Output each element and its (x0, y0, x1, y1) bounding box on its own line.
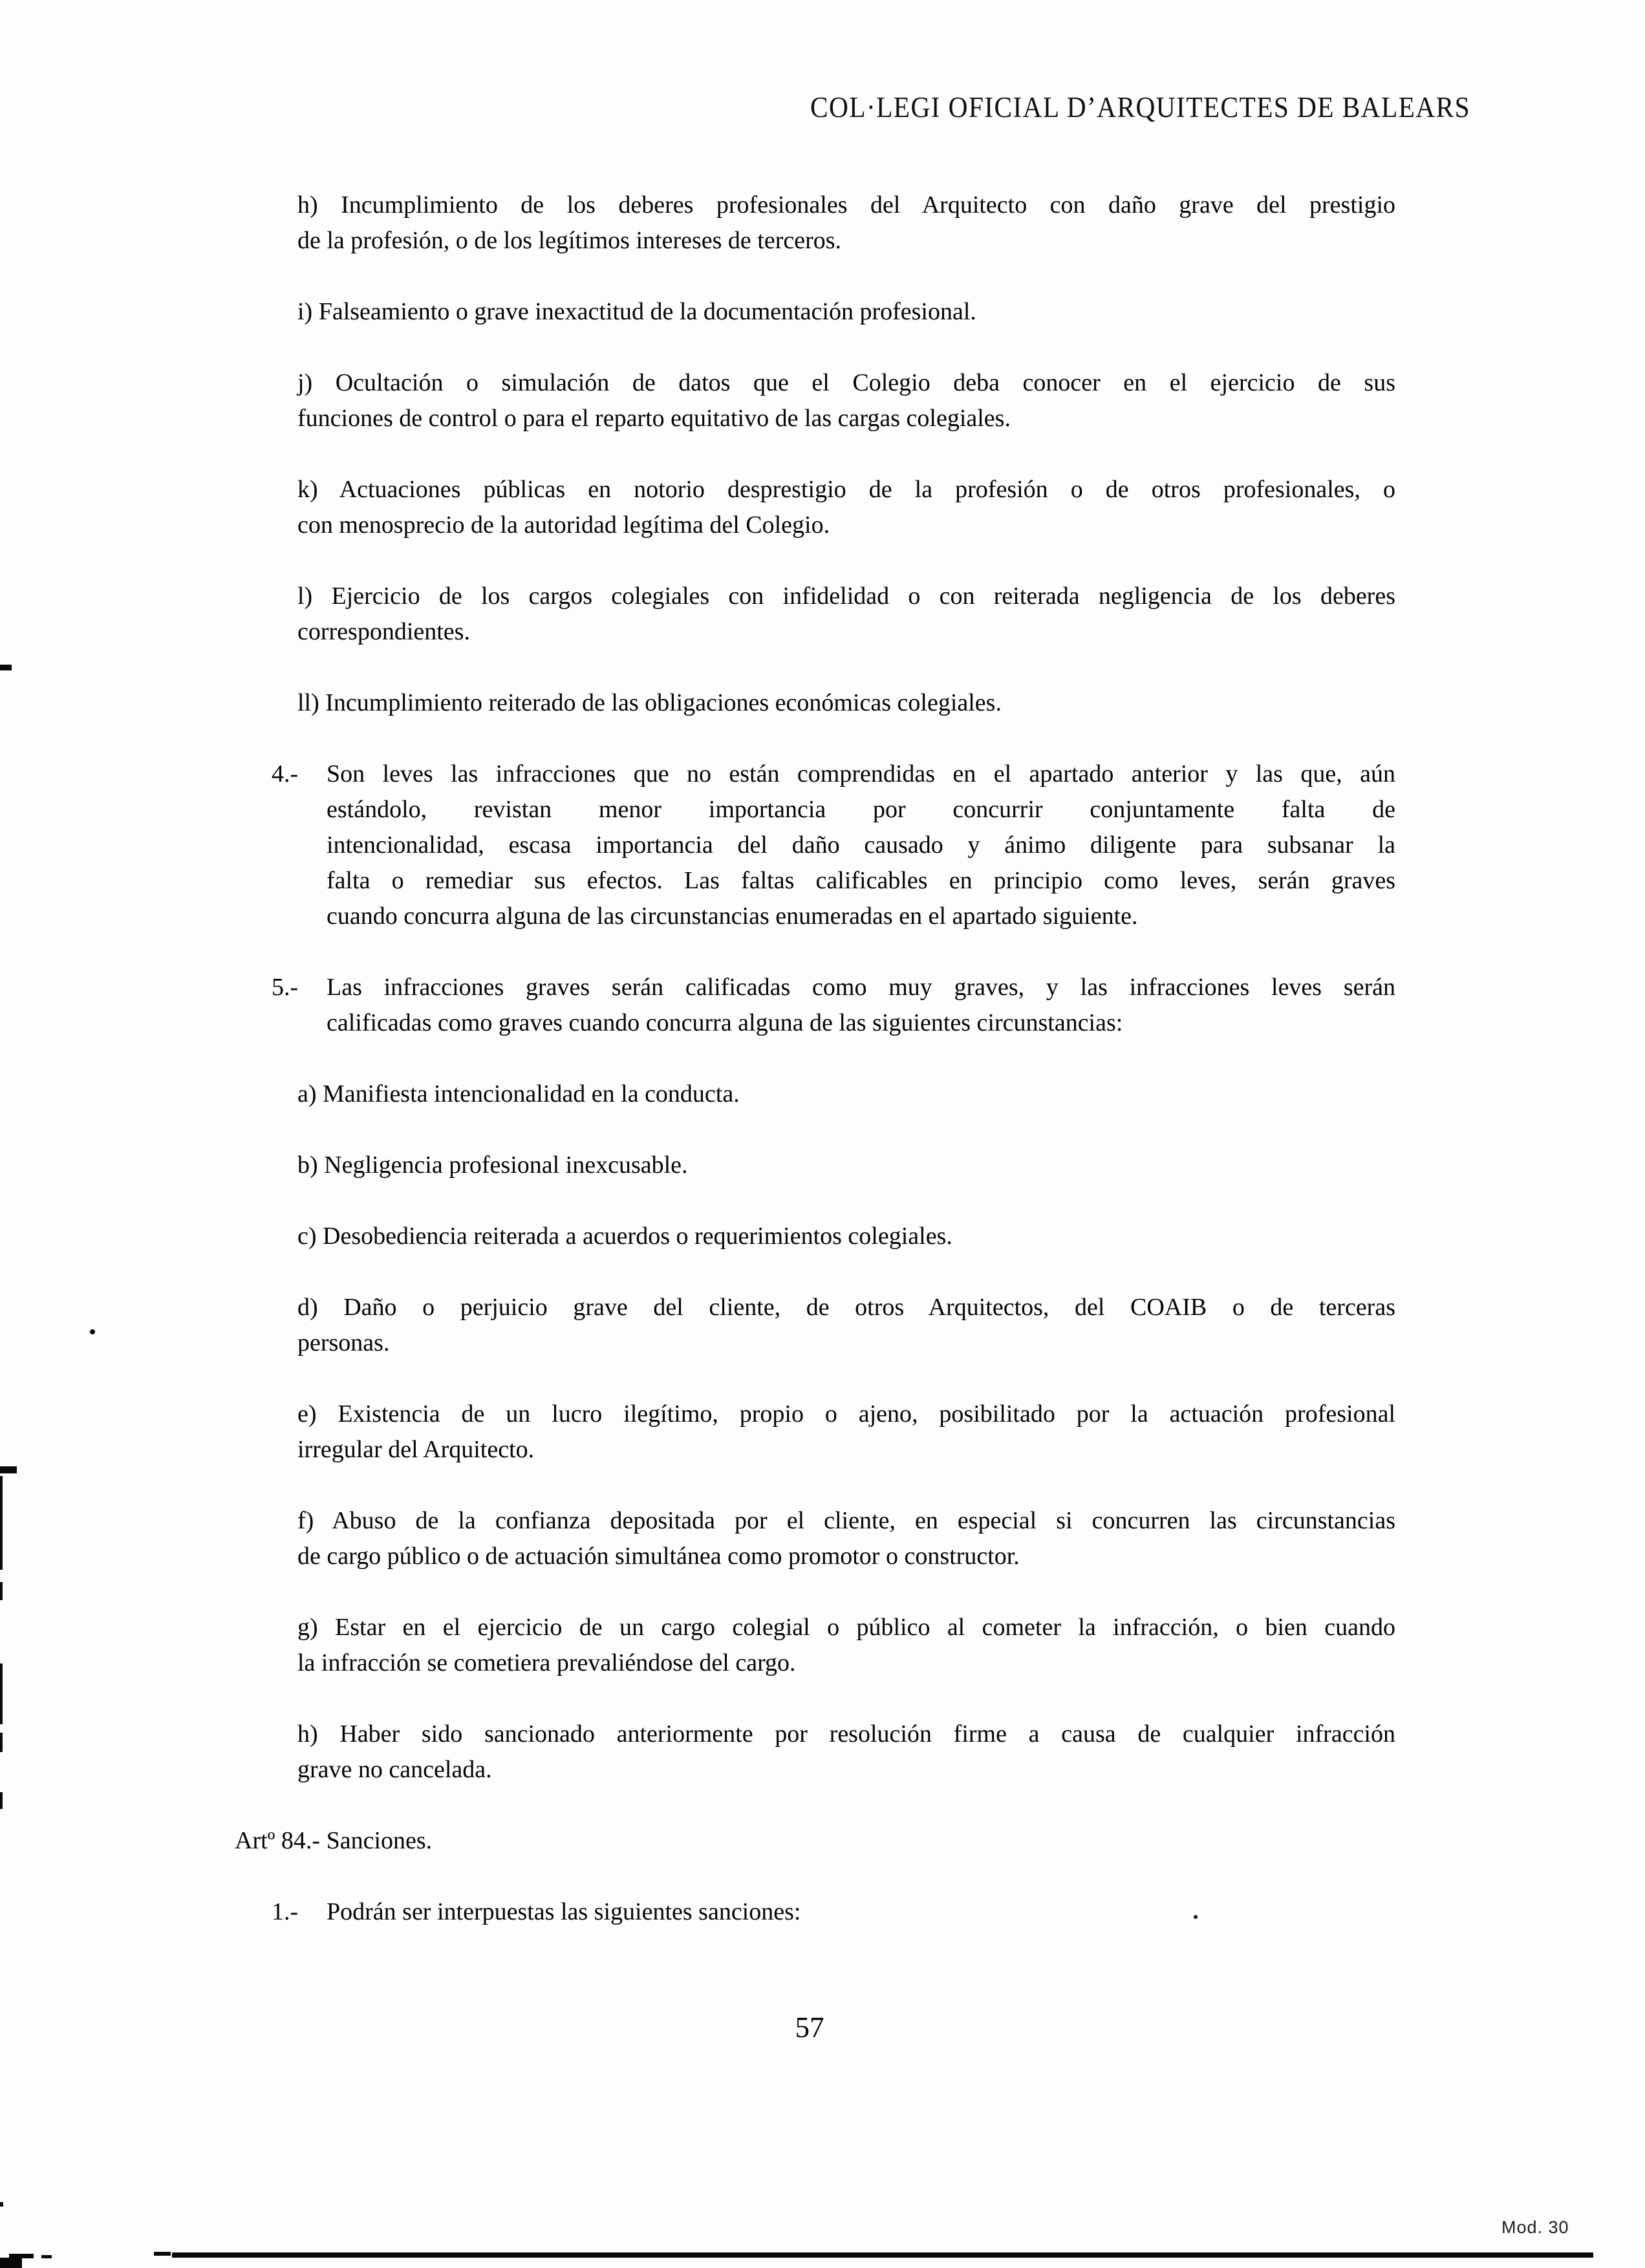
clause-i: i) Falseamiento o grave inexactitud de la documentación profesional. (297, 298, 976, 325)
clause-1: 1.- Podrán ser interpuestas las siguientes sanciones: (272, 1894, 1395, 1930)
scan-artifact-edge-line (0, 1582, 3, 1600)
scan-artifact-edge-line (0, 1792, 3, 1809)
scan-artifact-edge-mark (0, 2202, 3, 2207)
subclause-c: c) Desobediencia reiterada a acuerdos o requerimientos colegiales. (297, 1223, 952, 1250)
clause-5: 5.- Las infracciones graves serán calificadas como muy graves, y las infracciones leves serán calificadas como graves cuando concurra alguna de las siguientes circunstancias: (272, 970, 1395, 1041)
scan-artifact-corner-blob (0, 2258, 22, 2268)
clause-number: 4.- (272, 760, 299, 787)
subclause-d: d) Daño o perjuicio grave del cliente, de otros Arquitectos, del COAIB o de terceras personas. (297, 1294, 1395, 1356)
clause-l: l) Ejercicio de los cargos colegiales con infidelidad o con reiterada negligencia de los deberes correspondientes. (297, 583, 1395, 645)
clause-h: h) Incumplimiento de los deberes profesionales del Arquitecto con daño grave del prestigio de la profesión, o de los legítimos intereses de terceros. (297, 191, 1395, 254)
clause-number: 5.- (272, 974, 299, 1001)
subclause-b: b) Negligencia profesional inexcusable. (297, 1151, 688, 1179)
clause-ll: ll) Incumplimiento reiterado de las obligaciones económicas colegiales. (297, 689, 1002, 716)
subclause-f: f) Abuso de la confianza depositada por el cliente, en especial si concurren las circunstancias de cargo público o de actuación simultánea como promotor o constructor. (297, 1507, 1395, 1570)
clause-4: 4.- Son leves las infracciones que no están comprendidas en el apartado anterior y las que, aún estándolo, revistan menor importancia por concurrir conjuntamente falta de intencionalidad, escasa importancia del daño causado y ánimo diligente para subsanar la falta o remediar sus efectos. Las faltas calificables en principio como leves, serán graves cuando concurra alguna de las circunstancias enumeradas en el apartado siguiente. (272, 756, 1395, 934)
scan-artifact-edge-line (0, 1664, 3, 1724)
article-84-heading: Artº 84.- Sanciones. (235, 1827, 433, 1854)
clause-k: k) Actuaciones públicas en notorio desprestigio de la profesión o de otros profesionales, o con menosprecio de la autoridad legítima del Colegio. (297, 476, 1395, 539)
footer-rule (172, 2252, 1593, 2258)
scan-artifact-dash (0, 1466, 17, 1473)
letterhead-title: COL·LEGI OFICIAL D’ARQUITECTES DE BALEARS (810, 91, 1470, 123)
subclause-a: a) Manifiesta intencionalidad en la conducta. (297, 1080, 740, 1107)
footer-rule-dash (41, 2255, 52, 2258)
clause-number: 1.- (272, 1898, 299, 1925)
subclause-h: h) Haber sido sancionado anteriormente por resolución firme a causa de cualquier infracción grave no cancelada. (297, 1720, 1395, 1783)
page-number: 57 (795, 2011, 824, 2044)
form-model-label: Mod. 30 (1501, 2218, 1569, 2237)
scan-artifact-dash (0, 665, 12, 670)
subclause-g: g) Estar en el ejercicio de un cargo colegial o público al cometer la infracción, o bien cuando la infracción se cometiera prevaliéndose del cargo. (297, 1614, 1395, 1676)
document-body (235, 187, 1395, 1965)
clause-j: j) Ocultación o simulación de datos que el Colegio deba conocer en el ejercicio de sus funciones de control o para el reparto equitativo de las cargas colegiales. (297, 369, 1395, 432)
subclause-e: e) Existencia de un lucro ilegítimo, propio o ajeno, posibilitado por la actuación profesional irregular del Arquitecto. (297, 1400, 1395, 1463)
footer-rule-dash (154, 2252, 171, 2256)
scan-artifact-edge-line (0, 1476, 3, 1570)
scan-artifact-speck (1194, 1915, 1198, 1919)
scan-artifact-speck (90, 1329, 95, 1334)
scan-artifact-edge-line (0, 1733, 3, 1752)
